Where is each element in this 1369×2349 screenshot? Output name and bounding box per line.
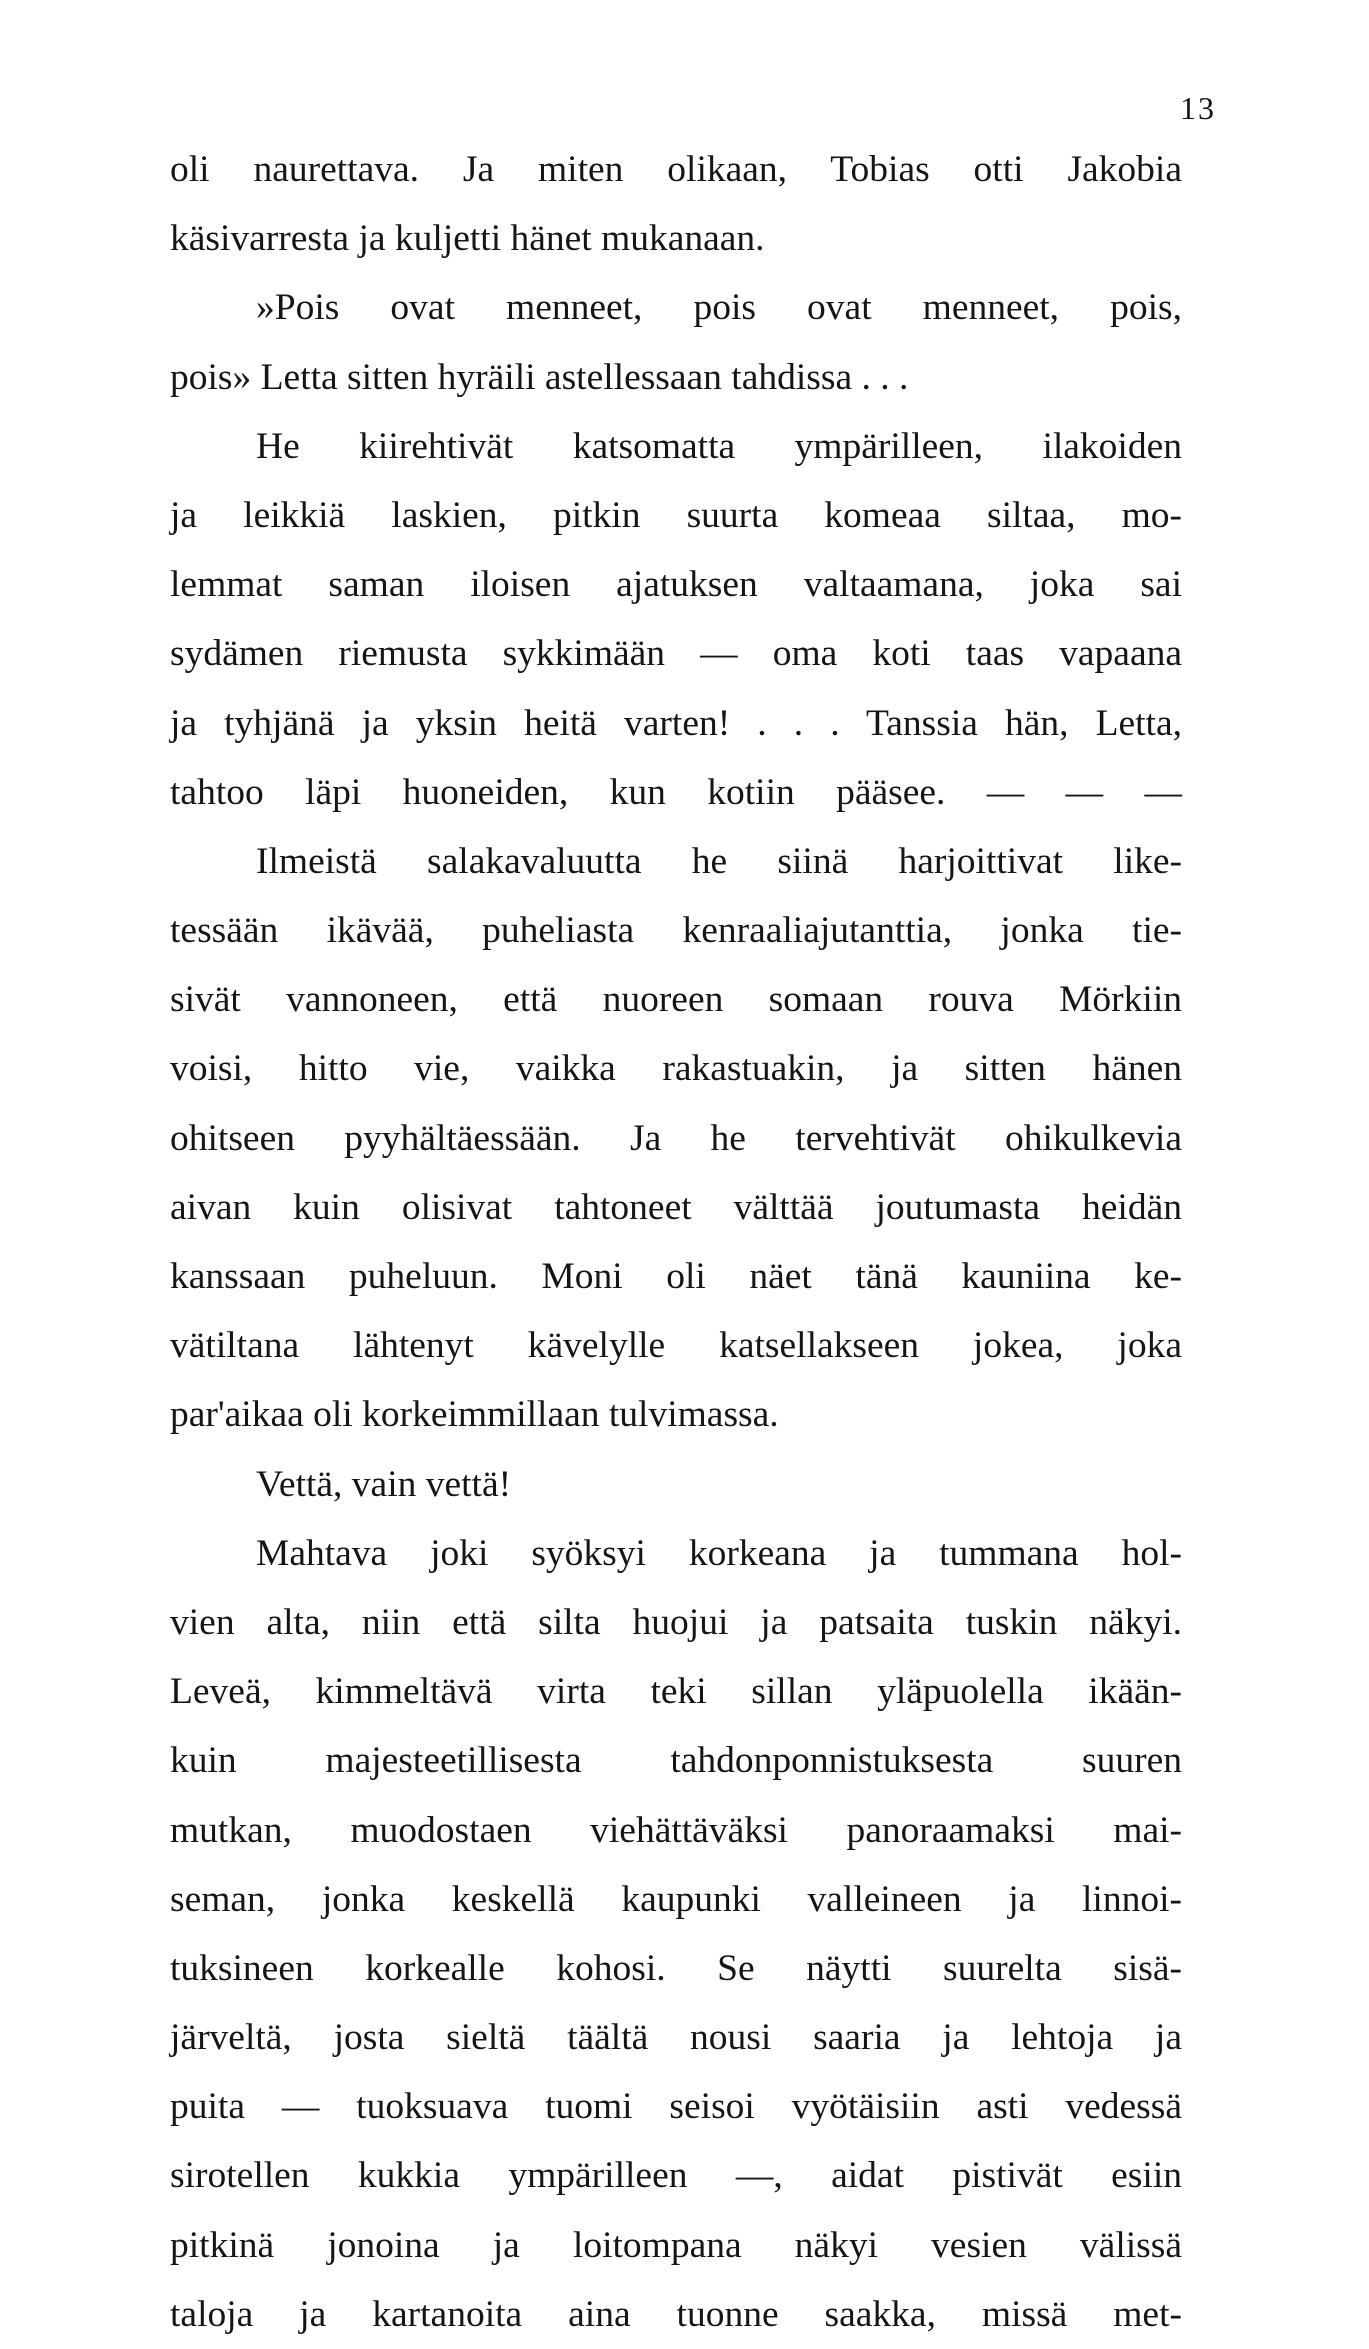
text-line: järveltä, josta sieltä täältä nousi saaria ja lehtoja ja <box>170 2017 1182 2059</box>
text-line: par'aikaa oli korkeimmillaan tulvimassa. <box>170 1394 779 1436</box>
text-line: ja tyhjänä ja yksin heitä varten! . . . Tanssia hän, Letta, <box>170 702 1182 744</box>
text-line: aivan kuin olisivat tahtoneet välttää joutumasta heidän <box>170 1186 1182 1228</box>
text-line: lemmat saman iloisen ajatuksen valtaamana, joka sai <box>170 564 1182 606</box>
text-line: kanssaan puheluun. Moni oli näet tänä kauniina ke- <box>170 1256 1182 1297</box>
text-line: sivät vannoneen, että nuoreen somaan rouva Mörkiin <box>170 979 1182 1021</box>
text-line: sirotellen kukkia ympärilleen —, aidat pistivät esiin <box>170 2155 1182 2197</box>
text-line: kuin majesteetillisesta tahdonponnistuksesta suuren <box>170 1740 1182 1782</box>
text-line: oli naurettava. Ja miten olikaan, Tobias otti Jakobia <box>170 149 1182 190</box>
text-line: voisi, hitto vie, vaikka rakastuakin, ja sitten hänen <box>170 1048 1182 1090</box>
text-line: ohitseen pyyhältäessään. Ja he tervehtivät ohikulkevia <box>170 1117 1182 1159</box>
text-line: Leveä, kimmeltävä virta teki sillan yläpuolella ikään- <box>170 1671 1182 1713</box>
text-line: taloja ja kartanoita aina tuonne saakka, missä met- <box>170 2293 1182 2335</box>
page-number: 13 <box>1180 90 1216 126</box>
text-line: tuksineen korkealle kohosi. Se näytti suurelta sisä- <box>170 1947 1182 1989</box>
text-line: tessään ikävää, puheliasta kenraaliajutanttia, jonka tie- <box>170 910 1182 952</box>
text-line: »Pois ovat menneet, pois ovat menneet, pois, <box>256 287 1182 329</box>
text-line: vien alta, niin että silta huojui ja patsaita tuskin näkyi. <box>170 1601 1182 1643</box>
text-line: Ilmeistä salakavaluutta he siinä harjoittivat like- <box>256 840 1182 882</box>
text-line: Vettä, vain vettä! <box>256 1463 512 1505</box>
text-line: mutkan, muodostaen viehättäväksi panoraamaksi mai- <box>170 1809 1182 1851</box>
text-line: sydämen riemusta sykkimään — oma koti taas vapaana <box>170 633 1182 675</box>
text-line: käsivarresta ja kuljetti hänet mukanaan. <box>170 218 765 260</box>
text-line: seman, jonka keskellä kaupunki valleineen ja linnoi- <box>170 1878 1182 1920</box>
body-text <box>170 135 1182 2349</box>
text-line: He kiirehtivät katsomatta ympärilleen, ilakoiden <box>256 425 1182 467</box>
text-line: puita — tuoksuava tuomi seisoi vyötäisiin asti vedessä <box>170 2086 1182 2128</box>
text-line: pois» Letta sitten hyräili astellessaan tahdissa . . . <box>170 356 909 398</box>
text-line: ja leikkiä laskien, pitkin suurta komeaa siltaa, mo- <box>170 494 1182 536</box>
text-line: tahtoo läpi huoneiden, kun kotiin pääsee. — — — <box>170 771 1182 813</box>
text-line: pitkinä jonoina ja loitompana näkyi vesien välissä <box>170 2224 1182 2266</box>
text-line: Mahtava joki syöksyi korkeana ja tummana hol- <box>256 1532 1182 1574</box>
text-line: vätiltana lähtenyt kävelylle katsellakseen jokea, joka <box>170 1325 1182 1367</box>
